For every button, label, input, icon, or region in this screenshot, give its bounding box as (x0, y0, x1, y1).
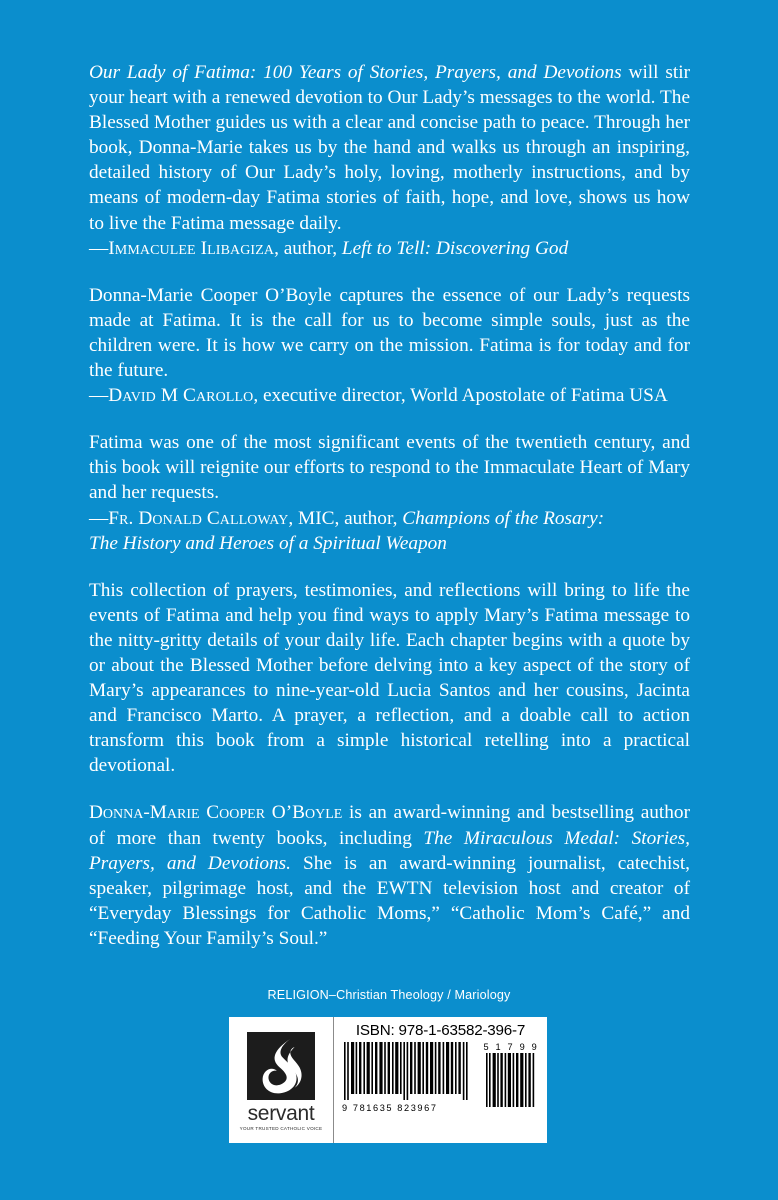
servant-flame-icon (247, 1032, 315, 1100)
attrib-work-3: Champions of the Rosary: (402, 507, 605, 529)
isbn-number: ISBN: 978-1-63582-396-7 (355, 1022, 526, 1039)
author-bio-block (89, 800, 690, 951)
endorsement-2-attribution (89, 383, 690, 408)
bisac-category: RELIGION–Christian Theology / Mariology (267, 988, 511, 1002)
ean13-barcode (342, 1042, 470, 1113)
barcode-group (342, 1042, 539, 1113)
attrib-role-3: , MIC, author, (288, 507, 403, 529)
author-bio-work-title: The Miraculous Medal: Stories, Prayers, and Devotions. (89, 827, 690, 874)
attrib-role-2: , executive director, World Apostolate of Fatima USA (253, 385, 668, 407)
attrib-work-3-line2: The History and Heroes of a Spiritual Weapon (89, 532, 447, 554)
attrib-dash-1: — (89, 237, 109, 259)
cover-text-column (89, 60, 690, 951)
publisher-logo-panel (229, 1017, 334, 1143)
endorsement-1-attribution (89, 236, 690, 261)
description-text: This collection of prayers, testimonies, and reflections will bring to life the events of Fatima and help you find ways to apply Mary’s Fatima message to the nitty-gritty details of your daily life. Each chapter begins with a quote by or about the Blessed Mother before delving into a key aspect of the story of Mary’s appearances to nine-year-old Lucia Santos and her cousins, Jacinta and Francisco Marto. A prayer, a reflection, and a doable call to action transform this book from a simple historical retelling into a practical devotional. (89, 579, 690, 777)
attrib-dash-2: — (89, 385, 109, 407)
attrib-name-1: Immaculee Ilibagiza (108, 237, 275, 259)
attrib-dash-3: — (89, 507, 109, 529)
author-bio-text (89, 800, 690, 951)
endorsement-block-3 (89, 430, 690, 555)
publisher-wordmark: servant (247, 1101, 315, 1125)
author-bio-part1: is an award-winning and bestselling author of more than twenty books, including (89, 802, 690, 849)
price-addon-digits: 5 1 7 9 9 (483, 1041, 539, 1052)
endorsement-1-book-title: Our Lady of Fatima: 100 Years of Stories, Prayers, and Devotions (89, 62, 622, 83)
isbn-barcode-box (229, 1017, 547, 1143)
author-bio-part2: She is an award-winning journalist, catechist, speaker, pilgrimage host, and the EWTN television host and creator of “Everyday Blessings for Catholic Moms,” “Catholic Mom’s Café,” and “Feeding Your Family’s Soul.” (89, 852, 690, 949)
publisher-tagline: YOUR TRUSTED CATHOLIC VOICE (239, 1125, 323, 1131)
endorsement-block-2 (89, 283, 690, 408)
attrib-work-1: Left to Tell: Discovering God (341, 237, 569, 259)
author-name: Donna-Marie Cooper O’Boyle (89, 802, 343, 824)
attrib-name-3: Fr. Donald Calloway (108, 507, 289, 529)
endorsement-text-2: Donna-Marie Cooper O’Boyle captures the essence of our Lady’s requests made at Fatima. It is the call for us to become simple souls, just as the children were. It is how we carry on the mission. Fatima is for today and for the future. (89, 284, 690, 382)
endorsement-text-1 (89, 60, 690, 236)
attrib-role-1: , author, (274, 237, 342, 259)
endorsement-3-attribution (89, 506, 690, 531)
ean13-digits: 9 781635 823967 (342, 1102, 438, 1113)
description-block (89, 578, 690, 779)
barcode-panel (334, 1017, 547, 1143)
endorsement-1-body: will stir your heart with a renewed devotion to Our Lady’s messages to the world. The Blessed Mother guides us with a clear and concise path to peace. Through her book, Donna-Marie takes us by the hand and walks us through an inspiring, detailed history of Our Lady’s holy, loving, motherly instructions, and by means of modern-day Fatima stories of faith, hope, and love, shows us how to live the Fatima message daily. (89, 62, 691, 234)
endorsement-block-1 (89, 60, 690, 261)
addon-bars-icon (485, 1053, 537, 1109)
attrib-name-2: David M Carollo (108, 385, 254, 407)
ean13-bars-icon (342, 1042, 470, 1104)
endorsement-text-3: Fatima was one of the most significant events of the twentieth century, and this book will reignite our efforts to respond to the Immaculate Heart of Mary and her requests. (89, 432, 690, 504)
price-addon-barcode (483, 1042, 539, 1109)
